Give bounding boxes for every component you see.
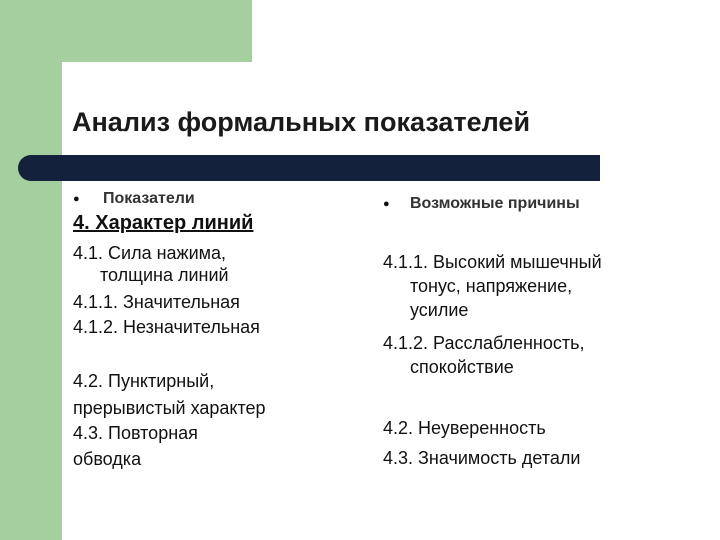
list-item-line: тонус, напряжение, [410, 276, 573, 296]
list-item: 4.2. Пунктирный, [73, 371, 215, 391]
list-item: 4.3. Значимость детали [383, 448, 581, 468]
list-item: 4.3. Повторная [73, 423, 198, 443]
list-item: прерывистый характер [73, 398, 266, 418]
list-item-line: толщина линий [100, 265, 229, 285]
title-underline-bar [18, 155, 600, 181]
list-item [383, 331, 585, 379]
list-item [383, 250, 602, 322]
list-item-line: 4.1.2. Расслабленность, [383, 333, 585, 353]
list-item: 4.1.1. Значительная [73, 292, 240, 312]
list-item-line: 4.1. Сила нажима, [73, 243, 227, 263]
bullet-icon: ● [383, 198, 390, 210]
list-item [73, 241, 229, 285]
right-column-header: Возможные причины [410, 195, 580, 212]
decor-green-strip [0, 0, 62, 540]
slide-title: Анализ формальных показателей [72, 107, 531, 137]
list-item: обводка [73, 449, 142, 469]
list-item-line: спокойствие [410, 357, 514, 377]
left-column-header: Показатели [103, 190, 195, 207]
list-item: 4.2. Неуверенность [383, 418, 546, 438]
list-item-line: 4.1.1. Высокий мышечный [383, 252, 602, 272]
section-title: 4. Характер линий [73, 212, 254, 234]
bullet-icon: ● [73, 193, 80, 205]
list-item-line: усилие [410, 300, 469, 320]
list-item: 4.1.2. Незначительная [73, 317, 260, 337]
